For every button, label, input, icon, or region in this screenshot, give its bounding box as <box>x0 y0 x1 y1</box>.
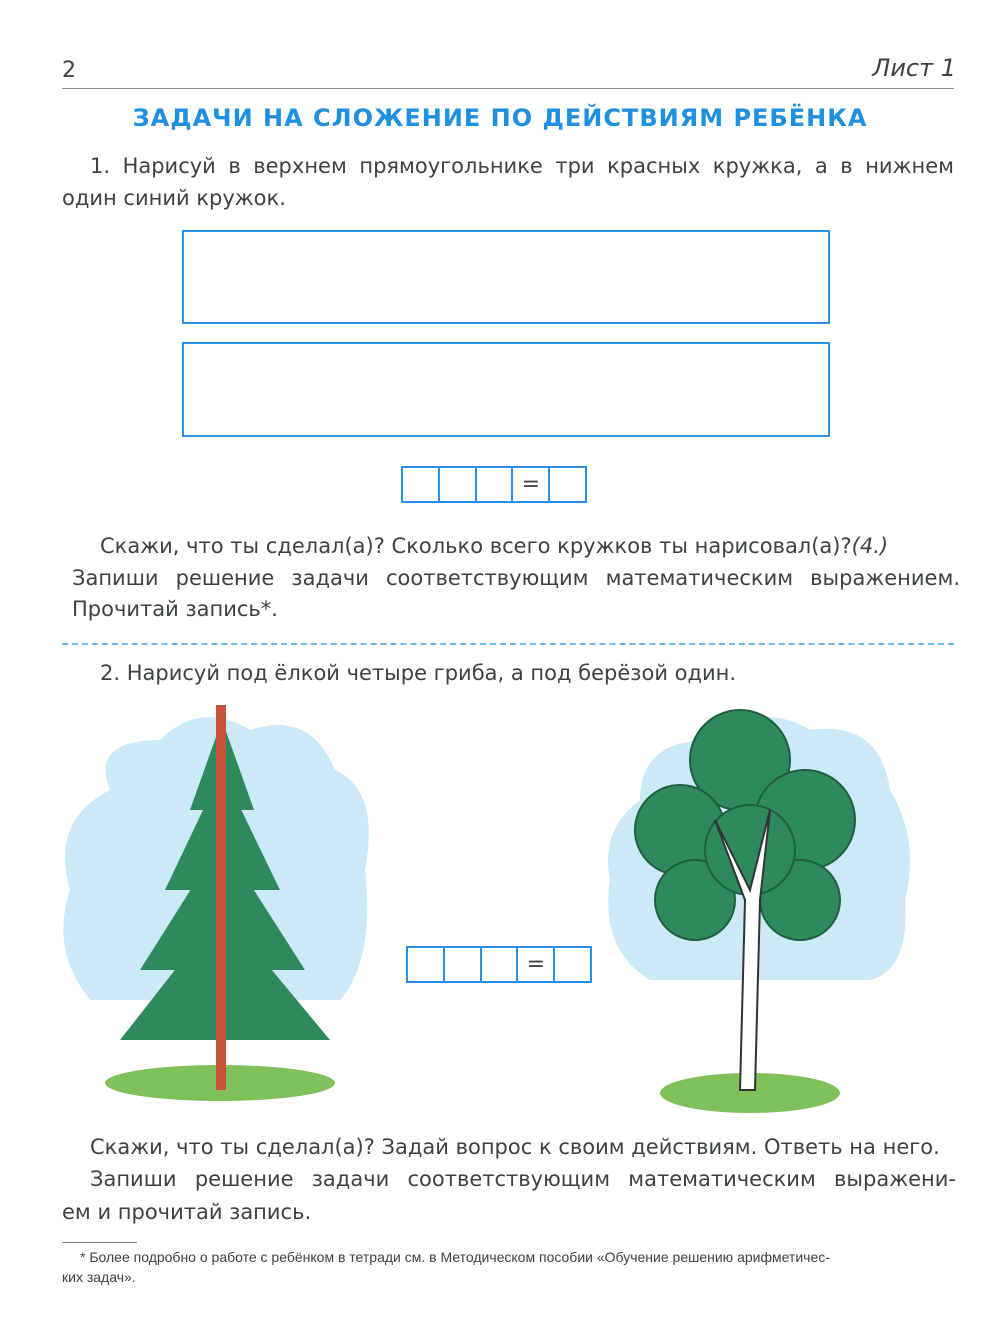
equation-cell[interactable] <box>550 468 585 501</box>
page-title: ЗАДАЧИ НА СЛОЖЕНИЕ ПО ДЕЙСТВИЯМ РЕБЁНКА <box>132 104 868 132</box>
equation-cell[interactable] <box>477 468 514 501</box>
task2-text: 2. Нарисуй под ёлкой четыре гриба, а под берёзой один. <box>100 661 737 685</box>
equation-cell[interactable] <box>445 948 482 981</box>
task2-question1: Скажи, что ты сделал(а)? Задай вопрос к своим действиям. Ответь на него. <box>90 1135 940 1159</box>
question-text: Скажи, что ты сделал(а)? Сколько всего кружков ты нарисовал(а)? <box>100 534 852 558</box>
task1-question2: Запиши решение задачи соответствующим математическим выражением. <box>72 566 960 590</box>
equation-cell[interactable] <box>482 948 519 981</box>
task1-text-line2: один синий кружок. <box>62 186 286 210</box>
task1-text-line1: 1. Нарисуй в верхнем прямоугольнике три красных кружка, а в нижнем <box>90 154 954 178</box>
answer-hint: (4.) <box>851 534 889 558</box>
footnote-line1: * Более подробно о работе с ребёнком в тетради см. в Методическом пособии «Обучение решению арифметичес- <box>80 1249 830 1265</box>
header-divider <box>62 88 954 89</box>
section-divider <box>62 643 954 645</box>
lower-drawing-rectangle[interactable] <box>182 342 830 437</box>
task1-equation-boxes <box>401 466 587 503</box>
footnote-line2: ких задач». <box>62 1269 136 1285</box>
spruce-illustration[interactable] <box>50 700 380 1110</box>
task2-question3: ем и прочитай запись. <box>62 1200 312 1224</box>
page-number: 2 <box>62 58 76 83</box>
equation-cell[interactable] <box>408 948 445 981</box>
sheet-label: Лист 1 <box>872 54 956 82</box>
task2-equation-boxes <box>406 946 592 983</box>
upper-drawing-rectangle[interactable] <box>182 230 830 324</box>
task2-question2: Запиши решение задачи соответствующим математическим выражени- <box>90 1167 956 1191</box>
equals-sign: = <box>513 468 550 501</box>
equation-cell[interactable] <box>403 468 440 501</box>
spruce-trunk <box>216 705 226 1090</box>
task1-question3: Прочитай запись*. <box>72 597 278 621</box>
birch-illustration[interactable] <box>600 700 920 1120</box>
footnote-divider <box>62 1242 137 1243</box>
equation-cell[interactable] <box>555 948 590 981</box>
task1-question1 <box>100 530 888 562</box>
equation-cell[interactable] <box>440 468 477 501</box>
equals-sign: = <box>518 948 555 981</box>
